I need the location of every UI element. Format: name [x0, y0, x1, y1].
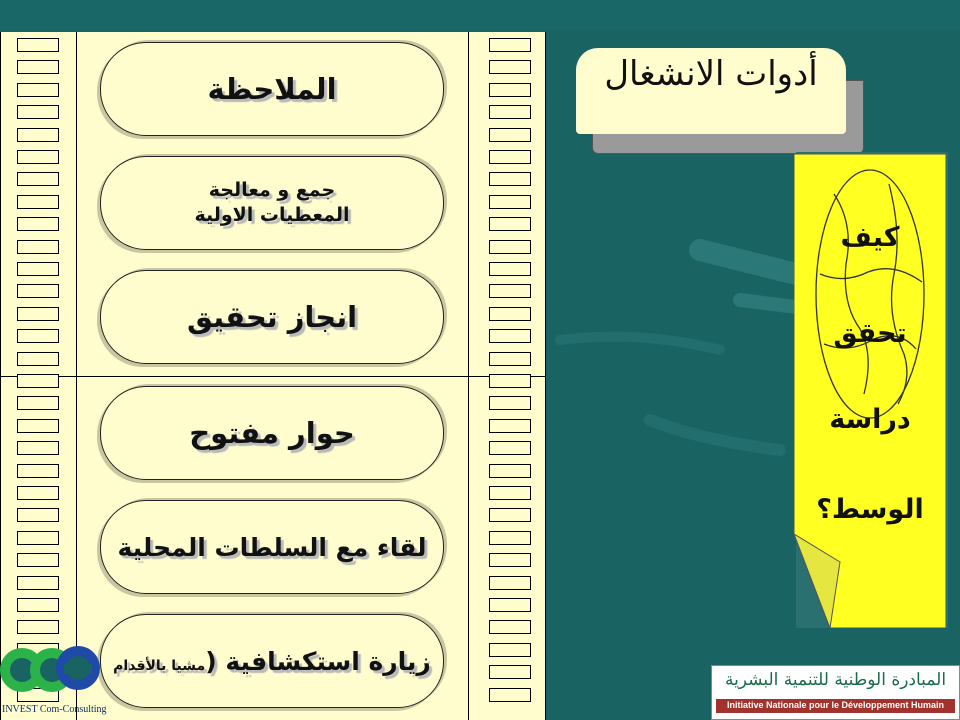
slide-title: أدوات الانشغال	[604, 54, 818, 94]
film-perforation	[489, 486, 531, 500]
frame-local-authorities	[100, 500, 444, 594]
film-perforation	[489, 665, 531, 679]
note-word-milieu: الوسط؟	[816, 494, 924, 525]
film-perforation	[489, 598, 531, 612]
top-bar	[0, 0, 960, 30]
invest-logo-icon	[0, 634, 110, 704]
film-perforation	[17, 396, 59, 410]
frame-open-dialogue-label: حوار مفتوح	[189, 416, 355, 450]
frame-observation	[100, 42, 444, 136]
film-perforation	[17, 284, 59, 298]
film-perforation	[17, 262, 59, 276]
indh-logo-french: Initiative Nationale pour le Développement Humain	[726, 700, 945, 710]
film-perforation	[489, 240, 531, 254]
frame-field-visit-small: مشيا بالأقدام	[113, 657, 206, 674]
film-perforation	[489, 374, 531, 388]
film-frame-separator	[1, 376, 546, 377]
frame-field-visit-main: زيارة استكشافية	[225, 646, 431, 676]
film-perforation	[489, 329, 531, 343]
film-perforation	[17, 217, 59, 231]
film-perforation	[489, 128, 531, 142]
film-perforation	[489, 531, 531, 545]
film-perforation	[17, 419, 59, 433]
frame-data-collection-line1: جمع و معالجة	[208, 179, 336, 202]
film-perforation	[489, 172, 531, 186]
film-perforation	[17, 441, 59, 455]
film-perforation	[489, 419, 531, 433]
frame-survey-label: انجاز تحقيق	[186, 300, 358, 334]
film-perforation	[17, 195, 59, 209]
film-perforation	[17, 128, 59, 142]
film-perforation	[17, 576, 59, 590]
film-perforation	[17, 150, 59, 164]
film-perforation	[489, 508, 531, 522]
frame-field-visit	[100, 614, 444, 708]
film-perforation	[17, 60, 59, 74]
film-perforation	[489, 553, 531, 567]
film-perforation	[489, 688, 531, 702]
film-perforation	[489, 307, 531, 321]
note-word-study: دراسة	[829, 404, 911, 435]
film-perforation	[17, 240, 59, 254]
film-perforation	[489, 396, 531, 410]
invest-logo-caption: INVEST Com-Consulting	[2, 704, 107, 715]
frame-survey	[100, 270, 444, 364]
film-perforation	[17, 105, 59, 119]
film-perforation	[17, 38, 59, 52]
invest-logo	[0, 634, 110, 720]
indh-logo-arabic: المبادرة الوطنية للتنمية البشرية	[724, 670, 947, 690]
film-perforation	[489, 464, 531, 478]
frame-data-collection-line2: المعطيات الاولية	[194, 204, 350, 226]
film-perforation	[489, 620, 531, 634]
film-perforation	[17, 83, 59, 97]
film-perforation	[489, 262, 531, 276]
frame-field-visit-paren: (	[205, 646, 217, 676]
frame-data-collection-label	[194, 178, 349, 227]
film-perforation	[17, 352, 59, 366]
film-perforation	[489, 83, 531, 97]
film-perforation	[17, 620, 59, 634]
film-perforation	[17, 553, 59, 567]
film-perforation	[17, 329, 59, 343]
film-perforation	[489, 284, 531, 298]
frame-open-dialogue	[100, 386, 444, 480]
note-word-how: كيف	[840, 222, 900, 253]
film-perforation	[489, 38, 531, 52]
film-perforation	[489, 576, 531, 590]
film-perforation	[489, 217, 531, 231]
film-perforation	[489, 105, 531, 119]
film-perforation	[489, 352, 531, 366]
film-perforation	[17, 172, 59, 186]
note-word-achieve: تحقق	[833, 318, 907, 349]
frame-data-collection	[100, 156, 444, 250]
film-perforation	[489, 150, 531, 164]
film-perforation	[17, 307, 59, 321]
film-perforation	[489, 643, 531, 657]
title-box	[576, 48, 846, 134]
film-perforation	[17, 508, 59, 522]
film-perforation	[17, 531, 59, 545]
film-perforation	[17, 464, 59, 478]
film-perforation	[489, 60, 531, 74]
frame-observation-label: الملاحظة	[207, 72, 337, 106]
film-perforation	[489, 441, 531, 455]
film-perforation	[17, 598, 59, 612]
film-perforation	[489, 195, 531, 209]
frame-local-authorities-label: لقاء مع السلطات المحلية	[117, 532, 427, 562]
indh-logo	[711, 665, 960, 720]
film-perforation	[17, 486, 59, 500]
film-perforation	[17, 374, 59, 388]
frame-field-visit-label	[113, 647, 431, 676]
